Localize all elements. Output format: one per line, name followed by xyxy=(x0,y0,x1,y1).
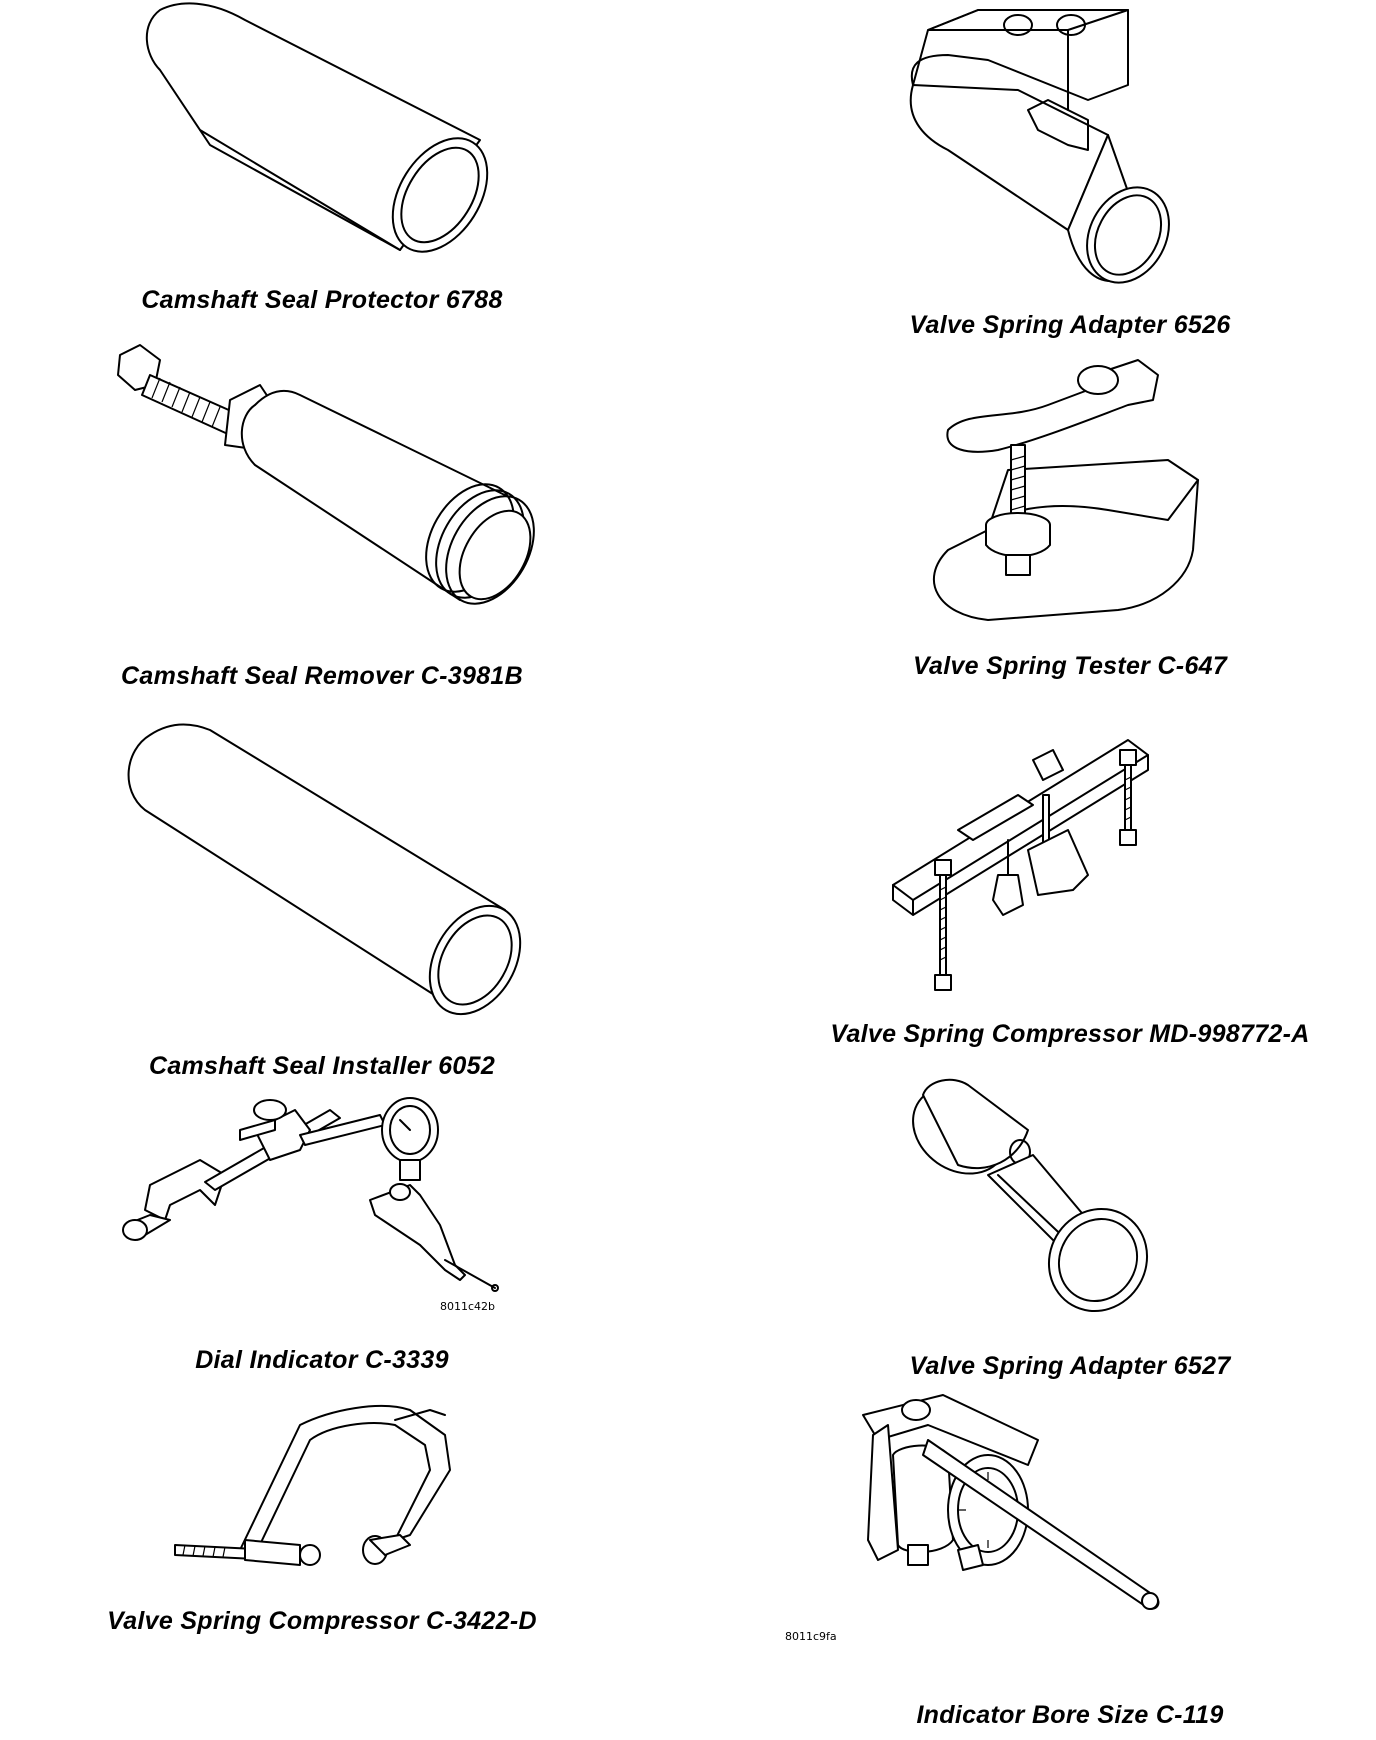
camshaft-seal-remover-illustration xyxy=(0,340,688,700)
drawing-code: 8011c9fa xyxy=(785,1630,837,1643)
tool-indicator-bore-size xyxy=(688,1380,1376,1740)
valve-spring-adapter-6527-illustration xyxy=(688,1060,1376,1380)
tool-caption: Valve Spring Compressor MD-998772-A xyxy=(830,1020,1310,1048)
tool-camshaft-seal-installer xyxy=(0,715,688,1085)
tool-valve-spring-compressor-md xyxy=(688,700,1376,1050)
dial-indicator-illustration xyxy=(0,1090,688,1380)
tool-valve-spring-tester xyxy=(688,350,1376,690)
tool-valve-spring-adapter-6527 xyxy=(688,1060,1376,1380)
tool-caption: Camshaft Seal Protector 6788 xyxy=(141,286,503,314)
tool-camshaft-seal-remover xyxy=(0,340,688,700)
tool-dial-indicator xyxy=(0,1090,688,1380)
tool-camshaft-seal-protector xyxy=(0,0,688,320)
tool-caption: Valve Spring Adapter 6526 xyxy=(909,311,1231,339)
tool-valve-spring-adapter-6526 xyxy=(688,0,1376,345)
valve-spring-compressor-md-illustration xyxy=(688,700,1376,1050)
tool-caption: Valve Spring Compressor C-3422-D xyxy=(107,1607,537,1635)
valve-spring-tester-illustration xyxy=(688,350,1376,690)
camshaft-seal-protector-illustration xyxy=(0,0,688,320)
indicator-bore-size-illustration xyxy=(688,1380,1376,1740)
tool-caption: Camshaft Seal Remover C-3981B xyxy=(121,662,523,690)
drawing-code: 8011c42b xyxy=(440,1300,496,1313)
tool-caption: Indicator Bore Size C-119 xyxy=(916,1701,1224,1729)
tool-caption: Valve Spring Adapter 6527 xyxy=(909,1352,1231,1380)
tool-caption: Camshaft Seal Installer 6052 xyxy=(148,1052,496,1080)
tool-valve-spring-compressor-c3422d xyxy=(0,1395,688,1655)
camshaft-seal-installer-illustration xyxy=(0,715,688,1085)
tool-caption: Dial Indicator C-3339 xyxy=(195,1346,449,1374)
valve-spring-adapter-6526-illustration xyxy=(688,0,1376,345)
tool-caption: Valve Spring Tester C-647 xyxy=(912,652,1228,680)
